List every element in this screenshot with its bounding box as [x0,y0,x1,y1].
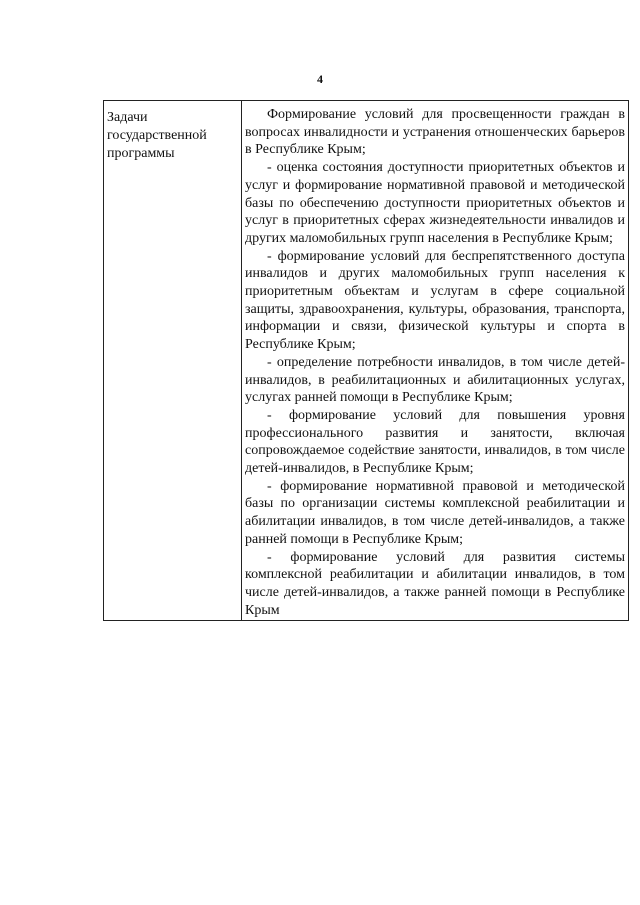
page-number: 4 [317,72,323,86]
task-paragraph: - формирование условий для беспрепятственного доступа инвалидов и других маломобильных групп населения к приоритетным объектам и услугам в сфере социальной защиты, здравоохранения, культуры, образования, транспорта, информации и связи, физической культуры и спорта в Республике Крым; [245,248,625,353]
task-paragraph: Формирование условий для просвещенности граждан в вопросах инвалидности и устранения отношенческих барьеров в Республике Крым; [245,107,625,158]
task-paragraph: - определение потребности инвалидов, в том числе детей-инвалидов, в реабилитационных и абилитационных услугах, услугах ранней помощи в Республике Крым; [245,354,625,406]
task-paragraph: - формирование условий для повышения уровня профессионального развития и занятости, включая сопровождаемое содействие занятости, инвалидов, в том числе детей-инвалидов, в Республике Крым; [245,407,625,477]
task-paragraph: - формирование условий для развития системы комплексной реабилитации и абилитации инвалидов, в том числе детей-инвалидов, а также ранней помощи в Республике Крым [245,549,625,618]
row-label: Задачи государственной программы [104,101,242,620]
program-tasks-table [103,100,629,621]
task-paragraph: - оценка состояния доступности приоритетных объектов и услуг и формирование нормативной правовой и методической базы по обеспечению доступности приоритетных объектов и услуг в приоритетных сферах жизнедеятельности инвалидов и других маломобильных групп населения в Республике Крым; [245,160,625,246]
task-paragraph: - формирование нормативной правовой и методической базы по организации системы комплексной реабилитации и абилитации инвалидов, в том числе детей-инвалидов, а также ранней помощи в Республике Крым; [245,478,625,547]
tasks-cell [242,101,628,620]
